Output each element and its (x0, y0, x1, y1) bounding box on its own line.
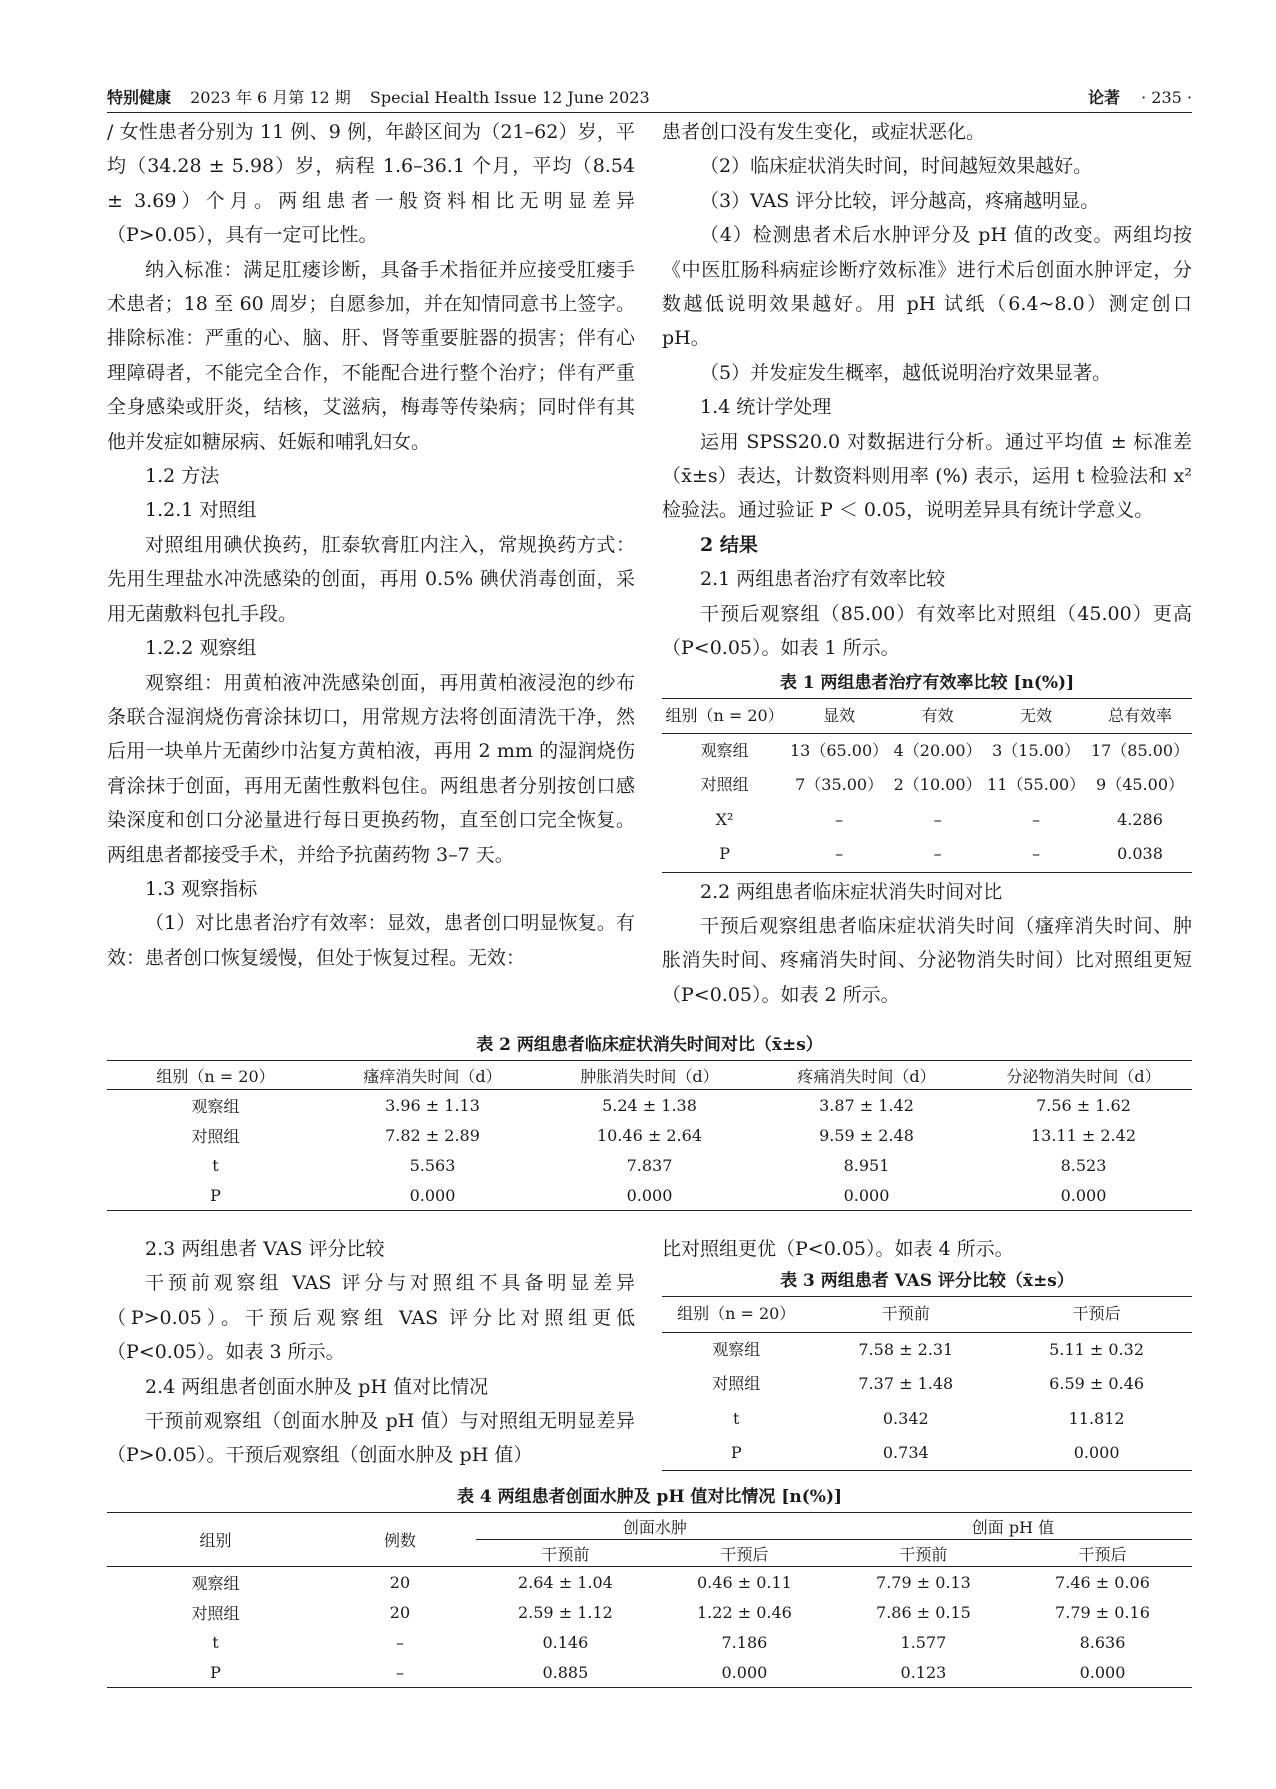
table-row (662, 768, 1192, 802)
right-paragraph-1: 患者创口没有发生变化，或症状恶化。 (662, 121, 986, 143)
table-cell: 4.286 (1117, 809, 1163, 829)
indicator-paragraph-1: （1）对比患者治疗有效率：显效，患者创口明显恢复。有效：患者创口恢复缓慢，但处于恢复过程。无效： (107, 912, 635, 969)
table-cell: 7.79 ± 0.16 (1055, 1602, 1150, 1622)
table-cell: 17（85.00） (1090, 740, 1190, 760)
heading-2-4: 2.4 两组患者创面水肿及 pH 值对比情况 (145, 1375, 489, 1398)
left-paragraph-1: / 女性患者分别为 11 例、9 例，年龄区间为（21–62）岁，平均（34.28 ± 5.98）岁，病程 1.6–36.1 个月，平均（8.54 ± 3.69）个月。两组患者一般资料相比无明显差异（P>0.05），具有一定可比性。 (107, 121, 635, 247)
table-cell: 13.11 ± 2.42 (1030, 1125, 1136, 1145)
table-cell: 5.24 ± 1.38 (602, 1095, 697, 1115)
table-2-header: 疼痛消失时间（d） (758, 1061, 975, 1090)
indicator-paragraph-3: （3）VAS 评分比较，评分越高，疼痛越明显。 (700, 189, 1100, 212)
table-4-title: 表 4 两组患者创面水肿及 pH 值对比情况 [n(%)] (456, 1487, 843, 1507)
table-row (662, 803, 1192, 837)
table-cell: 观察组 (191, 1096, 240, 1116)
table-3 (662, 1296, 1192, 1471)
table-cell: 对照组 (712, 1374, 761, 1394)
vas-paragraph: 干预前观察组 VAS 评分与对照组不具备明显差异（P>0.05）。干预后观察组 VAS 评分比对照组更低（P<0.05）。如表 3 所示。 (107, 1272, 635, 1364)
header-right (1088, 85, 1192, 108)
left-column (107, 115, 635, 975)
table-cell: 0.000 (541, 1180, 758, 1211)
table-cell: 7.82 ± 2.89 (385, 1125, 480, 1145)
table-cell: 11（55.00） (987, 775, 1086, 795)
statistics-paragraph: 运用 SPSS20.0 对数据进行分析。通过平均值 ± 标准差（x̄±s）表达，计数资料则用率 (%) 表示，运用 t 检验法和 x² 检验法。通过验证 P ＜ 0.05，说明差异具有统计学意义。 (662, 430, 1192, 522)
table-cell: 0.000 (324, 1180, 541, 1211)
table-3-header: 组别（n = 20） (662, 1297, 810, 1332)
table-cell: 3（15.00） (992, 740, 1081, 760)
table-1-title: 表 1 两组患者治疗有效率比较 [n(%)] (779, 672, 1075, 693)
table-cell: 5.11 ± 0.32 (1049, 1339, 1144, 1359)
table-row (662, 733, 1192, 768)
table-cell: 对照组 (700, 775, 749, 795)
table-cell: 0.038 (1088, 837, 1192, 872)
heading-1-4: 1.4 统计学处理 (700, 396, 832, 419)
heading-1-3: 1.3 观察指标 (145, 877, 258, 900)
table-cell: 7.46 ± 0.06 (1055, 1572, 1150, 1592)
table-cell: 0.734 (810, 1436, 1001, 1471)
bottom-left-column (107, 1232, 635, 1473)
table-cell: 7.56 ± 1.62 (1036, 1095, 1131, 1115)
table-cell: 4（20.00） (893, 740, 982, 760)
table-2-title: 表 2 两组患者临床症状消失时间对比（x̄±s） (476, 1035, 823, 1055)
table-row (662, 1367, 1192, 1401)
indicator-paragraph-5: （5）并发症发生概率，越低说明治疗效果显著。 (700, 361, 1112, 384)
table-1-block (662, 668, 1192, 873)
table-row (107, 1090, 1192, 1121)
heading-2-2: 2.2 两组患者临床症状消失时间对比 (700, 880, 1003, 903)
table-row (107, 1597, 1192, 1627)
table-cell: 7.86 ± 0.15 (876, 1602, 971, 1622)
table-cell: 8.636 (1079, 1632, 1126, 1652)
table-1 (662, 698, 1192, 873)
table-cell: 8.951 (843, 1155, 890, 1175)
table-4-header-count: 例数 (324, 1513, 476, 1567)
table-cell: 0.000 (758, 1180, 975, 1211)
table-2-header: 肿胀消失时间（d） (541, 1061, 758, 1090)
table-row (107, 1567, 1192, 1598)
table-row (107, 1627, 1192, 1657)
table-cell: – (933, 809, 942, 829)
table-cell: 7（35.00） (795, 775, 884, 795)
table-cell: 5.563 (409, 1155, 456, 1175)
table-cell: t (212, 1632, 219, 1652)
header-left (107, 85, 650, 108)
table-row (107, 1150, 1192, 1180)
journal-name: 特别健康 (107, 88, 172, 107)
table-row (662, 1332, 1192, 1367)
table-cell: 观察组 (191, 1573, 240, 1593)
heading-1-2: 1.2 方法 (145, 465, 220, 488)
table-cell: – (787, 837, 891, 872)
table-cell: P (107, 1657, 324, 1688)
table-cell: 0.000 (655, 1657, 834, 1688)
table-cell: 0.146 (542, 1632, 589, 1652)
inclusion-criteria-paragraph: 纳入标准：满足肛瘘诊断，具备手术指征并应接受肛瘘手术患者；18 至 60 周岁；自愿参加，并在知情同意书上签字。排除标准：严重的心、脑、肝、肾等重要脏器的损害；伴有心理障碍者，不能完全合作，不能配合进行整个治疗；伴有严重全身感染或肝炎，结核，艾滋病，梅毒等传染病；同时伴有其他并发症如糖尿病、妊娠和哺乳妇女。 (107, 258, 635, 453)
control-method-paragraph: 对照组用碘伏换药，肛泰软膏肛内注入，常规换药方式：先用生理盐水冲洗感染的创面，再用 0.5% 碘伏消毒创面，采用无菌敷料包扎手段。 (107, 533, 635, 625)
table-cell: – (891, 837, 984, 872)
table-cell: 7.837 (626, 1155, 673, 1175)
table-cell: P (662, 837, 787, 872)
table-1-header: 组别（n = 20） (662, 698, 787, 733)
table-cell: – (984, 837, 1088, 872)
table-cell: 2.59 ± 1.12 (517, 1602, 613, 1622)
page-header (107, 82, 1192, 113)
table-cell: 2（10.00） (893, 775, 982, 795)
table-4-header-ph: 创面 pH 值 (834, 1513, 1192, 1540)
table-cell: 0.000 (1001, 1436, 1192, 1471)
table-4-header-group: 组别 (107, 1513, 324, 1567)
table-cell: 对照组 (191, 1126, 240, 1146)
issue-cn: 2023 年 6 月第 12 期 (190, 88, 351, 107)
table-cell: 6.59 ± 0.46 (1049, 1374, 1144, 1394)
table-row (662, 1436, 1192, 1471)
table-cell: 1.22 ± 0.46 (697, 1602, 792, 1622)
table-cell: – (395, 1632, 404, 1652)
table-4-header-edema: 创面水肿 (476, 1513, 834, 1540)
table-4-subheader: 干预前 (834, 1540, 1013, 1567)
indicator-paragraph-4: （4）检测患者术后水肿评分及 pH 值的改变。两组均按《中医肛肠科病症诊断疗效标准》进行术后创面水肿评定，分数越低说明效果越好。用 pH 试纸（6.4~8.0）测定创口 pH。 (662, 224, 1192, 350)
table-1-header: 无效 (984, 698, 1088, 733)
table-cell: t (732, 1408, 740, 1428)
table-4-block (107, 1482, 1192, 1688)
table-cell: 9（45.00） (1096, 775, 1185, 795)
observation-method-paragraph: 观察组：用黄柏液冲洗感染创面，再用黄柏液浸泡的纱布条联合湿润烧伤膏涂抹切口，用常规方法将创面清洗干净，然后用一块单片无菌纱巾沾复方黄柏液，再用 2 mm 的湿润烧伤膏涂抹于创面，再用无菌性敷料包住。两组患者分别按创口感染深度和创口分泌量进行每日更换药物，直至创口完全恢复。两组患者都接受手术，并给予抗菌药物 3–7 天。 (107, 671, 635, 866)
right-column (662, 115, 1192, 1012)
table-cell: 观察组 (712, 1339, 761, 1359)
table-cell: 9.59 ± 2.48 (819, 1125, 914, 1145)
table-cell: 7.58 ± 2.31 (858, 1339, 954, 1359)
table-row (662, 837, 1192, 872)
edema-paragraph: 干预前观察组（创面水肿及 pH 值）与对照组无明显差异（P>0.05）。干预后观察组（创面水肿及 pH 值） (107, 1410, 635, 1467)
table-4-subheader: 干预后 (1013, 1540, 1192, 1567)
table-2-block (107, 1030, 1192, 1211)
table-cell: 对照组 (191, 1603, 240, 1623)
indicator-paragraph-2: （2）临床症状消失时间，时间越短效果越好。 (700, 155, 1093, 178)
table-2-header: 分泌物消失时间（d） (975, 1061, 1192, 1090)
table-cell: – (1032, 809, 1041, 829)
table-cell: 11.812 (1068, 1408, 1125, 1428)
table-cell: 8.523 (1060, 1155, 1107, 1175)
table-cell: 0.885 (476, 1657, 655, 1688)
table-1-header: 总有效率 (1088, 698, 1192, 733)
table-row (107, 1180, 1192, 1211)
page-number: · 235 · (1141, 88, 1192, 107)
heading-2-1: 2.1 两组患者治疗有效率比较 (700, 568, 946, 591)
heading-1-2-1: 1.2.1 对照组 (145, 499, 257, 522)
table-cell: 0.123 (834, 1657, 1013, 1688)
table-cell: 0.000 (975, 1180, 1192, 1211)
results-paragraph-1: 干预后观察组（85.00）有效率比对照组（45.00）更高（P<0.05）。如表 1 所示。 (662, 602, 1192, 660)
table-3-header: 干预后 (1001, 1297, 1192, 1332)
table-2 (107, 1060, 1192, 1211)
bottom-right-paragraph: 比对照组更优（P<0.05）。如表 4 所示。 (662, 1238, 1014, 1260)
table-4 (107, 1512, 1192, 1688)
table-cell: 3.87 ± 1.42 (819, 1095, 914, 1115)
section-label: 论著 (1088, 88, 1121, 107)
table-cell: – (835, 809, 844, 829)
table-1-header: 有效 (891, 698, 984, 733)
table-cell: 2.64 ± 1.04 (517, 1572, 613, 1592)
table-cell: 7.186 (721, 1632, 768, 1652)
bottom-right-column (662, 1232, 1192, 1471)
table-3-block (662, 1266, 1192, 1471)
table-cell: 7.37 ± 1.48 (858, 1374, 954, 1394)
heading-2: 2 结果 (700, 533, 758, 556)
table-cell: 0.46 ± 0.11 (697, 1572, 792, 1592)
table-row (107, 1120, 1192, 1150)
table-cell: 10.46 ± 2.64 (596, 1125, 702, 1145)
table-2-header: 瘙痒消失时间（d） (324, 1061, 541, 1090)
issue-en: Special Health Issue 12 June 2023 (369, 88, 650, 107)
table-4-subheader: 干预前 (476, 1540, 655, 1567)
table-cell: – (324, 1657, 476, 1688)
table-cell: 0.000 (1013, 1657, 1192, 1688)
table-cell: 7.79 ± 0.13 (876, 1572, 971, 1592)
table-cell: 3.96 ± 1.13 (385, 1095, 480, 1115)
table-cell: 13（65.00） (790, 740, 889, 760)
table-cell: 20 (389, 1572, 411, 1592)
table-1-header: 显效 (787, 698, 891, 733)
table-row (107, 1657, 1192, 1688)
table-cell: P (662, 1436, 810, 1471)
table-cell: 观察组 (700, 740, 749, 760)
results-paragraph-2: 干预后观察组患者临床症状消失时间（瘙痒消失时间、肿胀消失时间、疼痛消失时间、分泌物消失时间）比对照组更短（P<0.05）。如表 2 所示。 (662, 914, 1192, 1006)
table-cell: t (212, 1155, 219, 1175)
table-cell: P (107, 1180, 324, 1211)
table-4-subheader: 干预后 (655, 1540, 834, 1567)
table-cell: 0.342 (882, 1408, 929, 1428)
table-row (662, 1402, 1192, 1436)
heading-2-3: 2.3 两组患者 VAS 评分比较 (145, 1238, 385, 1260)
heading-1-2-2: 1.2.2 观察组 (145, 637, 257, 660)
table-3-header: 干预前 (810, 1297, 1001, 1332)
table-3-title: 表 3 两组患者 VAS 评分比较（x̄±s） (780, 1271, 1074, 1292)
table-cell: X² (715, 809, 734, 829)
table-2-header: 组别（n = 20） (107, 1061, 324, 1090)
table-cell: 20 (389, 1602, 411, 1622)
table-cell: 1.577 (900, 1632, 947, 1652)
